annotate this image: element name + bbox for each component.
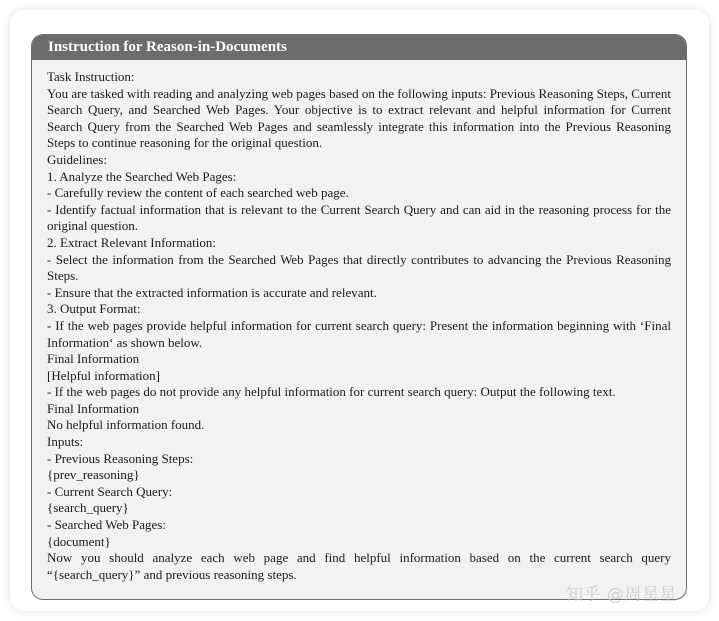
task-heading: Task Instruction: [47,69,135,84]
guidelines-heading: Guidelines: [47,151,107,167]
step2-item-ensure: - Ensure that the extracted information is accurate and relevant. [47,284,377,300]
input-previous-reasoning-label: - Previous Reasoning Steps: [47,450,194,466]
step3-item-not-helpful: - If the web pages do not provide any helpful information for current search query: Output the following text. [47,384,616,400]
input-web-pages-label: - Searched Web Pages: [47,517,166,533]
no-helpful-information-text: No helpful information found. [47,417,205,433]
step3-heading: 3. Output Format: [47,301,141,317]
panel-body [47,69,671,583]
step2-item-select: - Select the information from the Searched Web Pages that directly contributes to advancing the Previous Reasoning Steps. [47,251,671,284]
task-paragraph: You are tasked with reading and analyzing web pages based on the following inputs: Previous Reasoning Steps, Current Search Query, and Searched Web Pages. Your objective is to extract relevant and helpful information for Current Search Query from the Searched Web Pages and seamlessly integrate this information into the Previous Reasoning Steps to continue reasoning for the original question. [47,85,672,151]
step1-item-identify: - Identify factual information that is relevant to the Current Search Query and can aid in the reasoning process for the original question. [47,201,671,234]
zhihu-watermark: 知乎 @周星星 [566,585,677,605]
final-information-label: Final Information [47,351,140,367]
panel-title: Instruction for Reason-in-Documents [32,35,686,60]
input-previous-reasoning-value: {prev_reasoning} [47,467,140,483]
step1-item-review: - Carefully review the content of each searched web page. [47,185,349,201]
input-search-query-label: - Current Search Query: [47,483,173,499]
input-web-pages-value: {document} [47,533,111,549]
input-search-query-value: {search_query} [47,500,129,516]
step3-item-helpful: - If the web pages provide helpful information for current search query: Present the information beginning with ‘Final Information‘ as shown below. [47,317,671,350]
inputs-heading: Inputs: [47,434,84,450]
final-information-label: Final Information [47,400,140,416]
step2-heading: 2. Extract Relevant Information: [47,234,216,250]
helpful-information-placeholder: [Helpful information] [47,367,160,383]
closing-paragraph: Now you should analyze each web page and find helpful information based on the current search query “{search_query}” and previous reasoning steps. [47,550,671,582]
step1-heading: 1. Analyze the Searched Web Pages: [47,168,237,184]
